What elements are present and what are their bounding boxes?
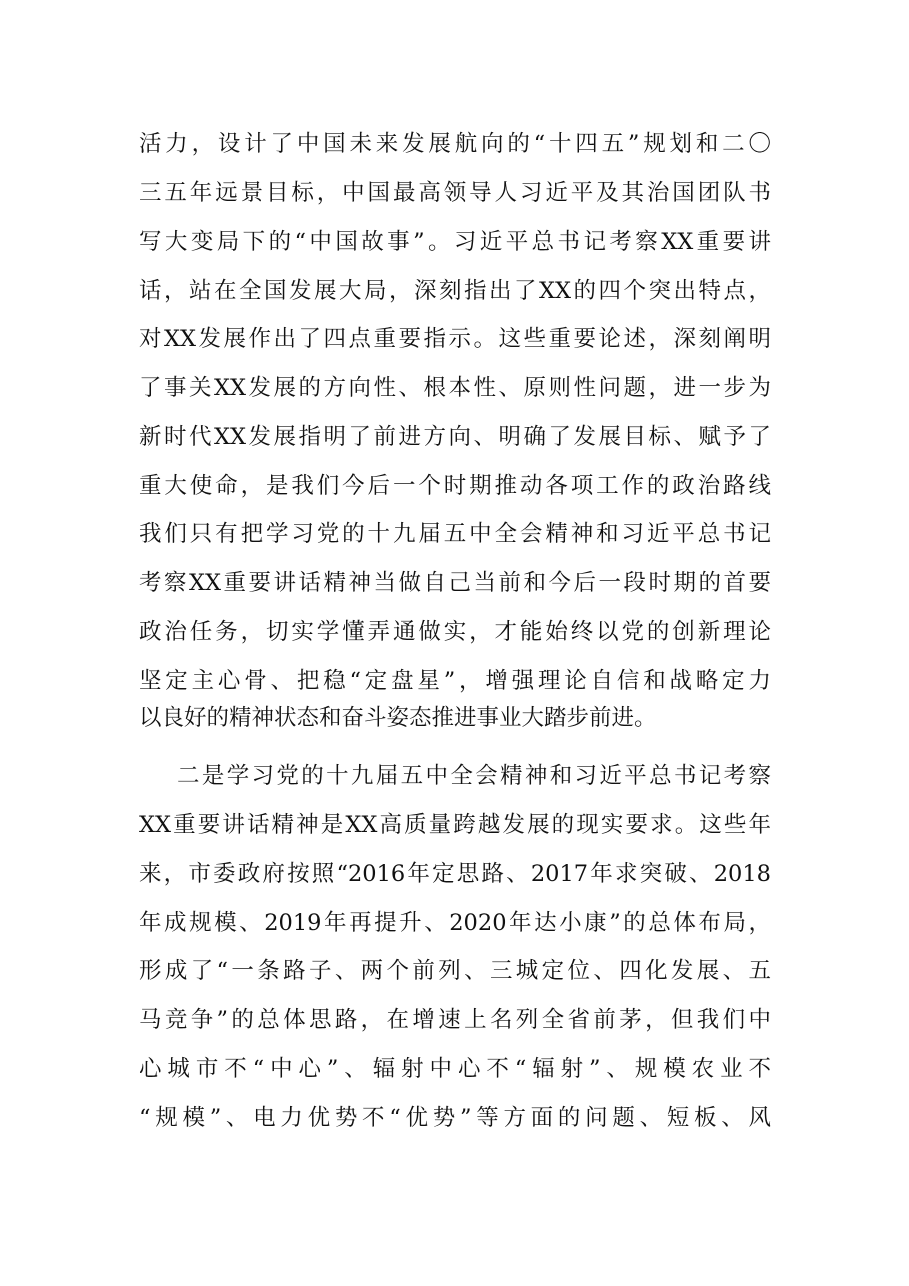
text-line: 坚定主心骨、把稳“定盘星”，增强理论自信和战略定力	[139, 668, 771, 694]
text-line: 了事关XX发展的方向性、根本性、原则性问题，进一步为	[139, 375, 771, 401]
text-line: 话，站在全国发展大局，深刻指出了XX的四个突出特点，	[139, 278, 771, 304]
text-line: 马竞争”的总体思路，在增速上名列全省前茅，但我们中	[139, 1007, 771, 1033]
text-line: 形成了“一条路子、两个前列、三城定位、四化发展、五	[139, 958, 771, 984]
text-line: 心城市不“中心”、辐射中心不“辐射”、规模农业不	[139, 1056, 771, 1082]
text-line: 写大变局下的“中国故事”。习近平总书记考察XX重要讲	[139, 229, 771, 255]
text-line: 三五年远景目标，中国最高领导人习近平及其治国团队书	[139, 180, 771, 206]
text-line: 来，市委政府按照“2016年定思路、2017年求突破、2018	[139, 861, 771, 887]
text-line: 对XX发展作出了四点重要指示。这些重要论述，深刻阐明	[139, 326, 771, 352]
text-line: 年成规模、2019年再提升、2020年达小康”的总体布局，	[139, 910, 771, 936]
text-line: 活力，设计了中国未来发展航向的“十四五”规划和二〇	[139, 131, 771, 157]
text-line: “规模”、电力优势不“优势”等方面的问题、短板、风	[139, 1105, 771, 1131]
text-line: 以良好的精神状态和奋斗姿态推进事业大踏步前进。	[139, 705, 657, 731]
text-line: 我们只有把学习党的十九届五中全会精神和习近平总书记	[139, 521, 771, 547]
text-line: 新时代XX发展指明了前进方向、明确了发展目标、赋予了	[139, 424, 771, 450]
text-line: XX重要讲话精神是XX高质量跨越发展的现实要求。这些年	[139, 812, 771, 838]
text-line: 考察XX重要讲话精神当做自己当前和今后一段时期的首要	[139, 570, 771, 596]
text-line: 重大使命，是我们今后一个时期推动各项工作的政治路线	[139, 473, 771, 499]
paragraph-start-line: 二是学习党的十九届五中全会精神和习近平总书记考察	[177, 763, 771, 789]
text-line: 政治任务，切实学懂弄通做实，才能始终以党的创新理论	[139, 619, 771, 645]
